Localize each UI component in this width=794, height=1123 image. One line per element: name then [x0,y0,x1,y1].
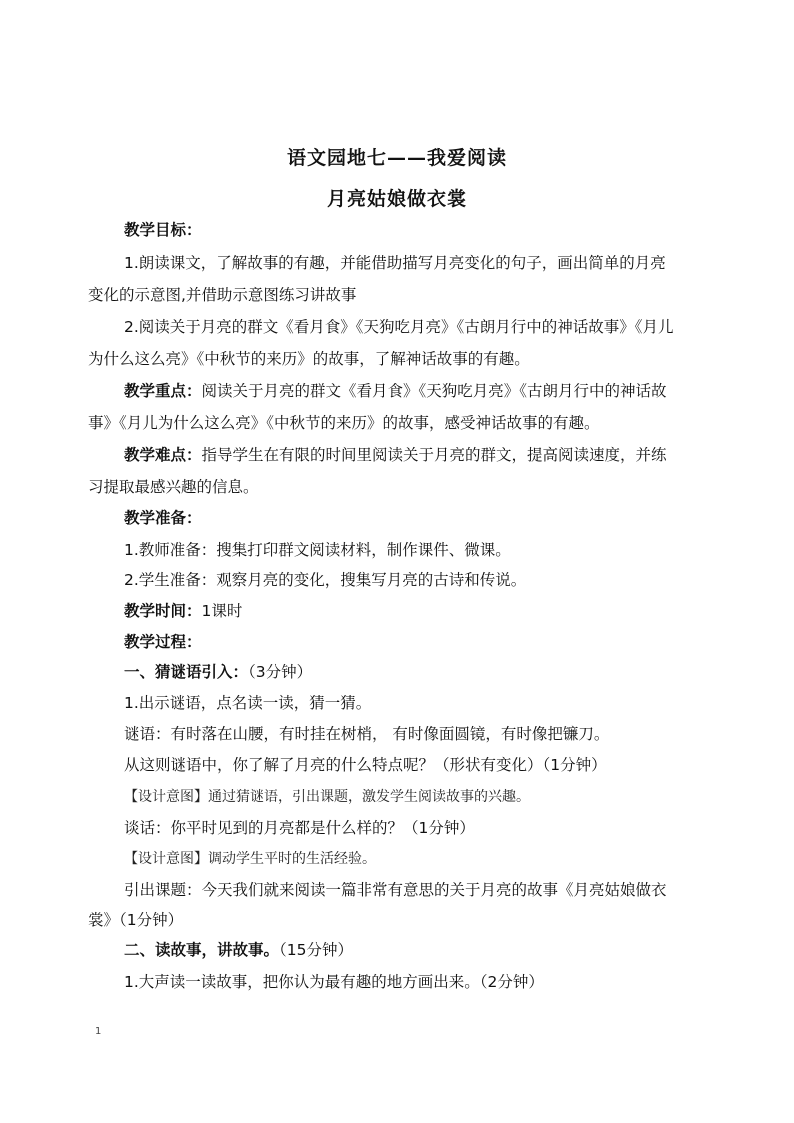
process-heading: 教学过程： [124,633,202,651]
key-points-label: 教学重点： [124,382,202,400]
design-intent-2: 【设计意图】调动学生平时的生活经验。 [124,851,376,867]
section2-heading [124,940,754,960]
goal1-line1: 1.朗读课文，了解故事的有趣，并能借助描写月亮变化的句子，画出简单的月亮 [124,254,666,272]
intro-line2: 裳》（1分钟） [88,911,184,929]
page-subtitle: 月亮姑娘做衣裳 [326,188,467,210]
prep-heading: 教学准备： [124,509,202,527]
question-1: 从这则谜语中，你了解了月亮的什么特点呢？（形状有变化）（1分钟） [124,756,607,774]
page-title: 语文园地七——我爱阅读 [286,147,507,169]
goal2-line1: 2.阅读关于月亮的群文《看月食》《天狗吃月亮》《古朗月行中的神话故事》《月儿 [124,318,674,336]
talk-question: 谈话：你平时见到的月亮都是什么样的？（1分钟） [124,819,475,837]
intro-line1: 引出课题：今天我们就来阅读一篇非常有意思的关于月亮的故事《月亮姑娘做衣 [124,881,667,899]
key-points-line2: 事》《月儿为什么这么亮》《中秋节的来历》的故事，感受神话故事的有趣。 [88,414,600,432]
time-line [124,601,754,621]
section1-heading [124,662,754,682]
goal2-line2: 为什么这么亮》《中秋节的来历》的故事，了解神话故事的有趣。 [88,350,530,368]
goals-heading: 教学目标： [124,221,202,239]
section2-time: （15分钟） [279,941,353,959]
section1-label: 一、猜谜语引入： [124,663,249,681]
goal1-line2: 变化的示意图,并借助示意图练习讲故事 [88,286,357,304]
prep-item-2: 2.学生准备：观察月亮的变化，搜集写月亮的古诗和传说。 [124,571,527,589]
page-number: 1 [95,1026,102,1037]
section2-label: 二、读故事，讲故事。 [124,941,280,959]
difficulty-text: 指导学生在有限的时间里阅读关于月亮的群文，提高阅读速度，并练 [201,446,667,464]
key-points-text: 阅读关于月亮的群文《看月食》《天狗吃月亮》《古朗月行中的神话故 [201,382,667,400]
riddle-text: 谜语：有时落在山腰，有时挂在树梢， 有时像面圆镜，有时像把镰刀。 [124,725,610,743]
design-intent-1: 【设计意图】通过猜谜语，引出课题，激发学生阅读故事的兴趣。 [124,789,530,805]
section1-time: （3分钟） [248,663,313,681]
key-points-line1 [124,381,754,401]
difficulty-label: 教学难点： [124,446,202,464]
section2-step1: 1.大声读一读故事，把你认为最有趣的地方画出来。（2分钟） [124,973,544,991]
difficulty-line2: 习提取最感兴趣的信息。 [88,478,259,496]
time-value: 1课时 [201,602,243,620]
section1-step1: 1.出示谜语，点名读一读，猜一猜。 [124,694,372,712]
difficulty-line1 [124,445,754,465]
prep-item-1: 1.教师准备：搜集打印群文阅读材料，制作课件、微课。 [124,541,511,559]
time-label: 教学时间： [124,602,202,620]
